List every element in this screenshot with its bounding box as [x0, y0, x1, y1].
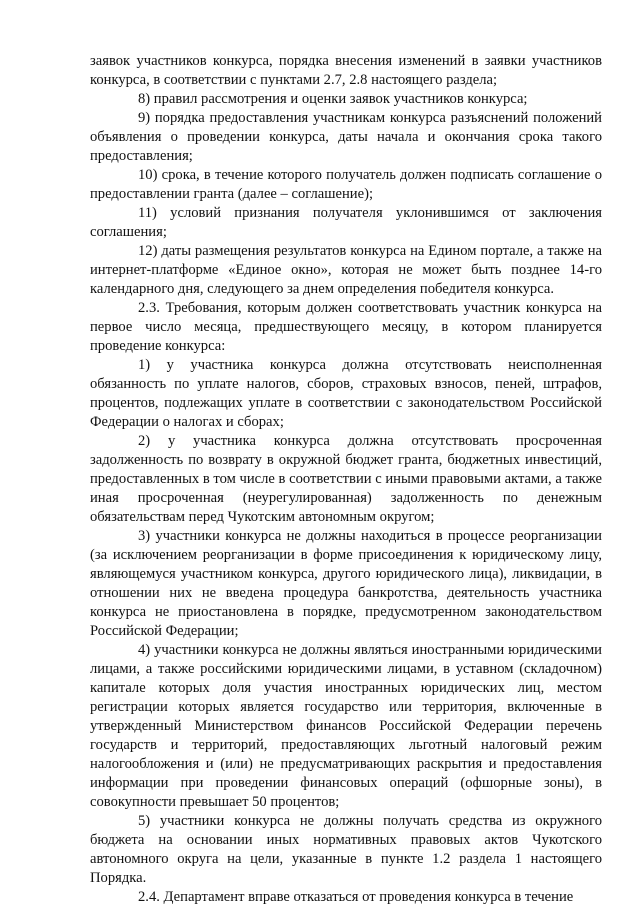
paragraph-item-12: 12) даты размещения результатов конкурса на Едином портале, а также на интернет-платформе «Единое окно», которая не может быть позднее 14-го календарного дня, следующего за днем определения победителя конкурса. [90, 243, 602, 297]
paragraph-requirement-5: 5) участники конкурса не должны получать средства из окружного бюджета на основании иных нормативных правовых актов Чукотского автономного округа на цели, указанные в пункте 1.2 раздела 1 настоящего Порядка. [90, 813, 602, 886]
paragraph-item-8: 8) правил рассмотрения и оценки заявок участников конкурса; [138, 91, 528, 107]
document-body [90, 52, 602, 907]
paragraph-section-2-3: 2.3. Требования, которым должен соответствовать участник конкурса на первое число месяца, предшествующего месяцу, в котором планируется проведение конкурса: [90, 300, 602, 354]
paragraph-section-2-4: 2.4. Департамент вправе отказаться от проведения конкурса в течение [138, 889, 574, 905]
paragraph-requirement-4: 4) участники конкурса не должны являться иностранными юридическими лицами, а также российскими юридическими лицами, в уставном (складочном) капитале которых доля участия иностранных юридических лиц, местом регистрации которых является государство или территория, включенные в утвержденный Министерством финансов Российской Федерации перечень государств и территорий, предоставляющих льготный налоговый режим налогообложения и (или) не предусматривающих раскрытия и предоставления информации при проведении финансовых операций (офшорные зоны), в совокупности превышает 50 процентов; [90, 642, 602, 810]
paragraph-requirement-3: 3) участники конкурса не должны находиться в процессе реорганизации (за исключением реорганизации в форме присоединения к юридическому лицу, являющемуся участником конкурса, другого юридического лица), ликвидации, в отношении них не введена процедура банкротства, деятельность участника конкурса не приостановлена в порядке, предусмотренном законодательством Российской Федерации; [90, 528, 602, 639]
paragraph-requirement-2: 2) у участника конкурса должна отсутствовать просроченная задолженность по возврату в окружной бюджет гранта, бюджетных инвестиций, предоставленных в том числе в соответствии с иными правовыми актами, а также иная просроченная (неурегулированная) задолженность по денежным обязательствам перед Чукотским автономным округом; [90, 433, 602, 525]
paragraph-requirement-1: 1) у участника конкурса должна отсутствовать неисполненная обязанность по уплате налогов, сборов, страховых взносов, пеней, штрафов, процентов, подлежащих уплате в соответствии с законодательством Российской Федерации о налогах и сборах; [90, 357, 602, 430]
paragraph-item-9: 9) порядка предоставления участникам конкурса разъяснений положений объявления о проведении конкурса, даты начала и окончания срока такого предоставления; [90, 110, 602, 164]
paragraph-item-10: 10) срока, в течение которого получатель должен подписать соглашение о предоставлении гранта (далее – соглашение); [90, 167, 602, 202]
paragraph-item-11: 11) условий признания получателя уклонившимся от заключения соглашения; [90, 205, 602, 240]
paragraph-continuation: заявок участников конкурса, порядка внесения изменений в заявки участников конкурса, в соответствии с пунктами 2.7, 2.8 настоящего раздела; [90, 53, 602, 88]
